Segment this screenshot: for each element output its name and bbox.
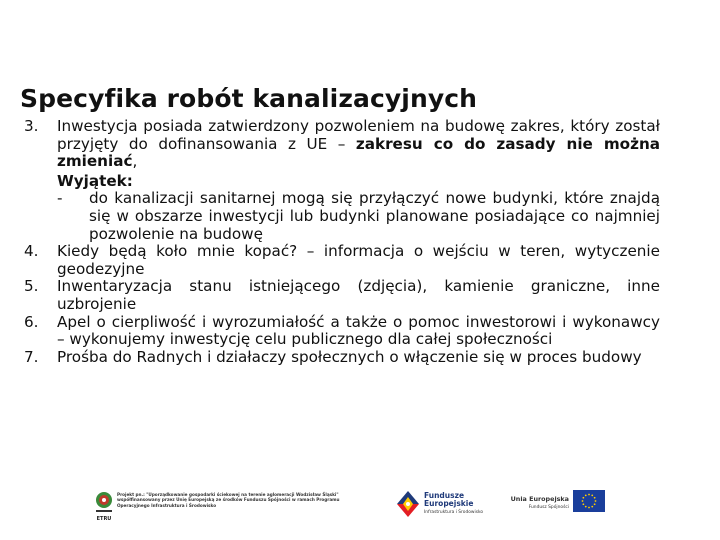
eu-star — [582, 503, 584, 505]
eu-subtitle: Fundusz Spójności — [528, 505, 569, 510]
footer-logo-bar — [0, 482, 720, 540]
item-number: 5. — [24, 277, 39, 296]
exception-dash: - — [57, 189, 63, 208]
item-text: Prośba do Radnych i działaczy społecznych o włączenie się w proces budowy — [57, 347, 642, 366]
municipal-logo-icon — [93, 490, 115, 524]
item-number: 7. — [24, 347, 39, 366]
item-number: 3. — [24, 117, 39, 135]
eu-star — [594, 503, 596, 505]
eu-star — [585, 494, 587, 496]
exception-item — [24, 190, 660, 243]
eu-title: Unia Europejska — [510, 495, 569, 503]
eu-star — [595, 500, 597, 502]
page-title: Specyfika robót kanalizacyjnych — [20, 84, 478, 113]
eu-star — [591, 494, 593, 496]
eu-star — [594, 497, 596, 499]
list-item-7 — [24, 349, 660, 367]
eu-star — [585, 506, 587, 508]
eu-star — [582, 497, 584, 499]
project-funding-text: Projekt pn.: "Uporządkowanie gospodarki ściekowej na terenie aglomeracji Wodzisław Śląski" współfinansowany przez Unię Europejską ze środków Funduszu Spójności w ramach Programu Operacyjnego Infrastruktura i Środowisko — [117, 492, 340, 508]
exception-text: do kanalizacji sanitarnej mogą się przyłączyć nowe budynki, które znajdą się w obszarze inwestycji lub budynki planowane posiadające co najmniej pozwolenie na budowę — [89, 189, 660, 243]
item-text: Inwentaryzacja stanu istniejącego (zdjęcia), kamienie graniczne, inne uzbrojenie — [57, 277, 660, 313]
eu-star — [588, 507, 590, 509]
eu-star — [582, 500, 584, 502]
eu-star — [591, 506, 593, 508]
fe-title-line1: Fundusze — [424, 491, 465, 500]
item-number: 6. — [24, 312, 39, 331]
item-number: 4. — [24, 242, 39, 261]
list-item-5 — [24, 278, 660, 313]
fe-title-line2: Europejskie — [424, 499, 474, 509]
item-text-bold: zakresu co do zasady nie można zmieniać — [57, 134, 661, 171]
exception-label: Wyjątek: — [57, 171, 133, 190]
eu-label — [507, 495, 569, 510]
list-item-6 — [24, 314, 660, 349]
eu-flag-icon — [573, 490, 605, 512]
fe-subtitle: Infrastruktura i Środowisko — [424, 510, 484, 516]
fundusze-europejskie-logo-icon — [395, 488, 421, 518]
logo-caption: ETRU — [96, 516, 112, 522]
eu-star — [588, 494, 590, 496]
item-text: Apel o cierpliwość i wyrozumiałość a także o pomoc inwestorowi i wykonawcy – wykonujemy inwestycję celu publicznego dla całej społeczności — [57, 312, 660, 349]
item-text: Kiedy będą koło mnie kopać? – informacja o wejściu w teren, wytyczenie geodezyjne — [57, 242, 660, 278]
slide-body — [24, 118, 660, 366]
item-text-plain: Inwestycja posiada zatwierdzony pozwoleniem na budowę zakres, który został przyjęty do dofinansowania z UE – — [57, 117, 660, 153]
item-text — [57, 117, 660, 170]
item-text-tail: , — [132, 152, 138, 171]
list-item-4 — [24, 243, 660, 278]
fundusze-europejskie-label — [424, 492, 483, 515]
list-item-3 — [24, 118, 660, 171]
